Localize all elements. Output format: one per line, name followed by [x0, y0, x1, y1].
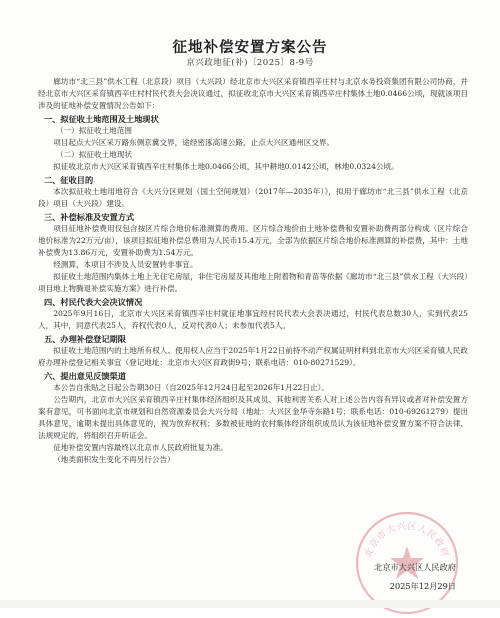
page-bottom-margin [0, 600, 500, 608]
section-6-heading: 六、提出意见反馈渠道 [44, 371, 126, 381]
section-3-text-3: 拟征收土地范围内集体土地上无住宅房屋，非住宅房屋及其他地上附着物和青苗等依据《廊坊市“北三县”供水工程（大兴段）项目地上物腾退补偿实施方案》进行补偿。 [38, 272, 468, 293]
document-number: 京兴政地征(补)〔2025〕8-9号 [186, 58, 314, 68]
section-5-text: 拟征收土地范围内的土地所有权人、使用权人应当于2025年1月22日前持不动产权属证明材料到北京市大兴区采育镇人民政府办理补偿登记相关事宜（登记地址：北京市大兴区育政街9号；联系电话：010-80271529）。 [38, 346, 468, 367]
section-3-text-1: 项目征地补偿费用仅包含按区片综合地价标准测算的费用。区片综合地价由土地补偿费和安置补助费两部分构成（区片综合地价标准为22万元/亩），该项目拟征地补偿总费用为人民币15.4万元，全部为依据区片综合地价标准测算的补偿费，其中：土地补偿费为13.86万元，安置补助费为1.54万元。 [38, 224, 468, 257]
section-6-text-4: （地类面积发生变化不再另行公告） [53, 455, 175, 464]
section-6-text-1: 本公告自张贴之日起公告期30日（自2025年12月24日起至2026年1月22日止）。 [53, 383, 329, 392]
signing-date: 2025年12月29日 [389, 581, 456, 591]
section-1-subheading-1: （一）拟征收土地范围 [56, 126, 132, 135]
section-3-text-2: 经测算，本项目不涉及人员安置转非事宜。 [53, 260, 198, 269]
section-6-text-3: 征地补偿安置内容最终以北京市人民政府批复为准。 [53, 443, 228, 452]
signing-organization: 北京市大兴区人民政府 [374, 562, 456, 572]
section-4-heading: 四、村民代表大会决议情况 [44, 297, 143, 307]
svg-text:北京市大兴区人民政府: 北京市大兴区人民政府 [363, 521, 451, 560]
section-4-text: 2025年9月16日，北京市大兴区采育镇西辛庄村就征地事宜经村民代表大会表决通过，村民代表总数30人，实到代表25人，其中，同意代表25人，弃权代表0人，反对代表0人；未参加代表5人。 [38, 309, 468, 330]
document-title: 征地补偿安置方案公告 [172, 39, 328, 56]
section-1-text-1: 项目起点大兴区采万路东侧京冀交界，途经密涿高速公路，止点大兴区通州区交界。 [53, 138, 335, 147]
section-1-text-2: 拟征收北京市大兴区采育镇西辛庄村集体土地0.0466公顷，其中耕地0.0142公顷，林地0.0324公顷。 [53, 162, 399, 171]
section-6-text-2: 公告期内，北京市大兴区采育镇西辛庄村集体经济组织及其成员、其他利害关系人对上述公告内容有异议或者对补偿安置方案有意见，可书面向北京市规划和自然资源委员会大兴分局（地址：大兴区金华寺东路1号；联系电话：010-69261279）提出具体意见，逾期未提出具体意见的，视为放弃权利；多数被征地的农村集体经济组织成员认为该征地补偿安置方案不符合法律、法规规定的，将组织召开听证会。 [38, 395, 468, 440]
intro-paragraph: 廊坊市“北三县”供水工程（北京段）项目（大兴段）经北京市大兴区采育镇西辛庄村与北京水务投资集团有限公司协商，并经北京市大兴区采育镇西辛庄村村民代表大会决议通过，拟征收北京市大兴区采育镇西辛庄村集体土地0.0466公顷，现就该项目涉及的征地补偿安置情况公告如下： [38, 77, 468, 110]
section-2-text: 本次拟征收土地用地符合《大兴分区规划（国土空间规划）（2017年—2035年）》，拟用于廊坊市“北三县”供水工程（北京段）项目（大兴段）建设。 [38, 187, 468, 208]
section-2-heading: 二、征收目的 [44, 175, 94, 185]
section-1-subheading-2: （二）拟征收土地现状 [56, 150, 132, 159]
section-1-heading: 一、拟征收土地范围及土地现状 [44, 114, 159, 124]
section-5-heading: 五、办理补偿登记期限 [44, 334, 126, 344]
document-body [38, 76, 468, 466]
section-3-heading: 三、补偿标准及安置方式 [44, 212, 135, 222]
